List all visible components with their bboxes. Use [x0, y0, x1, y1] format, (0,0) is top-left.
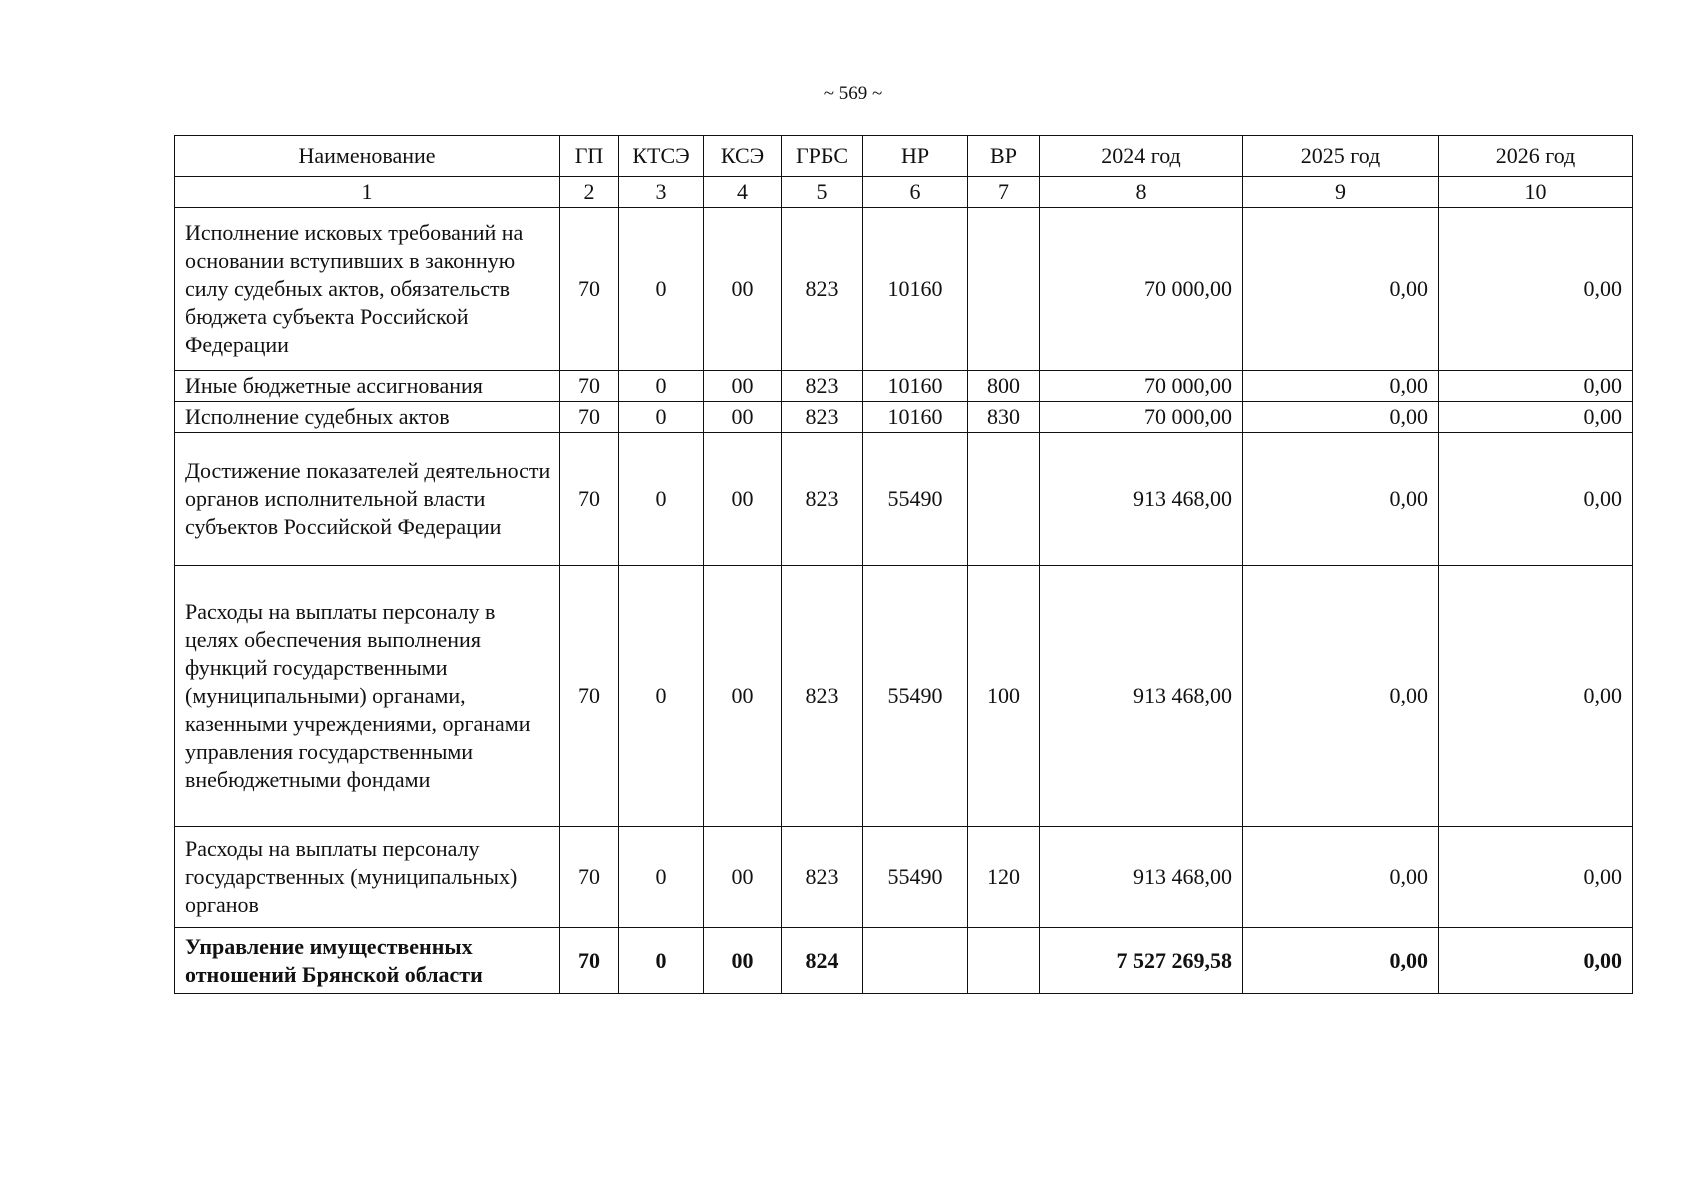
- table-row: [175, 566, 1633, 827]
- cell-ktse: 0: [619, 402, 704, 433]
- cell-nr: 55490: [863, 566, 968, 827]
- cell-grbs: 823: [782, 566, 863, 827]
- cell-kse: 00: [704, 433, 782, 566]
- cell-2025: 0,00: [1243, 371, 1439, 402]
- cell-grbs: 824: [782, 928, 863, 994]
- cell-grbs: 823: [782, 208, 863, 371]
- column-number: 7: [968, 177, 1040, 208]
- cell-2026: 0,00: [1439, 208, 1633, 371]
- cell-kse: 00: [704, 371, 782, 402]
- cell-kse: 00: [704, 566, 782, 827]
- cell-2024: 70 000,00: [1040, 402, 1243, 433]
- cell-2024: 7 527 269,58: [1040, 928, 1243, 994]
- cell-ktse: 0: [619, 371, 704, 402]
- table-row: [175, 928, 1633, 994]
- cell-2026: 0,00: [1439, 928, 1633, 994]
- cell-gp: 70: [560, 208, 619, 371]
- table-row: [175, 827, 1633, 928]
- cell-grbs: 823: [782, 402, 863, 433]
- cell-grbs: 823: [782, 433, 863, 566]
- cell-vr: 830: [968, 402, 1040, 433]
- header-cell-gp: ГП: [560, 136, 619, 177]
- cell-vr: [968, 208, 1040, 371]
- column-number: 5: [782, 177, 863, 208]
- row-name: Исполнение исковых требований на основании вступивших в законную силу судебных актов, обязательств бюджета субъекта Российской Федерации: [175, 208, 560, 371]
- cell-nr: [863, 928, 968, 994]
- cell-2026: 0,00: [1439, 402, 1633, 433]
- cell-2026: 0,00: [1439, 827, 1633, 928]
- header-cell-ktse: КТСЭ: [619, 136, 704, 177]
- header-cell-2024: 2024 год: [1040, 136, 1243, 177]
- cell-gp: 70: [560, 566, 619, 827]
- cell-2026: 0,00: [1439, 566, 1633, 827]
- cell-ktse: 0: [619, 208, 704, 371]
- header-cell-nr: НР: [863, 136, 968, 177]
- table-row: [175, 433, 1633, 566]
- column-number: 4: [704, 177, 782, 208]
- column-number-row: [175, 177, 1633, 208]
- cell-2026: 0,00: [1439, 371, 1633, 402]
- column-number: 9: [1243, 177, 1439, 208]
- cell-nr: 55490: [863, 827, 968, 928]
- header-cell-2026: 2026 год: [1439, 136, 1633, 177]
- cell-gp: 70: [560, 928, 619, 994]
- cell-2024: 70 000,00: [1040, 371, 1243, 402]
- column-number: 8: [1040, 177, 1243, 208]
- budget-table: [174, 135, 1633, 994]
- column-number: 3: [619, 177, 704, 208]
- cell-gp: 70: [560, 827, 619, 928]
- table-row: [175, 402, 1633, 433]
- cell-kse: 00: [704, 928, 782, 994]
- cell-grbs: 823: [782, 827, 863, 928]
- cell-nr: 55490: [863, 433, 968, 566]
- cell-2025: 0,00: [1243, 402, 1439, 433]
- cell-kse: 00: [704, 208, 782, 371]
- row-name: Иные бюджетные ассигнования: [175, 371, 560, 402]
- header-cell-vr: ВР: [968, 136, 1040, 177]
- header-row: [175, 136, 1633, 177]
- table-row: [175, 371, 1633, 402]
- cell-nr: 10160: [863, 402, 968, 433]
- cell-2024: 70 000,00: [1040, 208, 1243, 371]
- table-row: [175, 208, 1633, 371]
- column-number: 1: [175, 177, 560, 208]
- cell-kse: 00: [704, 827, 782, 928]
- column-number: 10: [1439, 177, 1633, 208]
- column-number: 6: [863, 177, 968, 208]
- cell-2025: 0,00: [1243, 566, 1439, 827]
- cell-2025: 0,00: [1243, 433, 1439, 566]
- cell-vr: [968, 928, 1040, 994]
- cell-gp: 70: [560, 402, 619, 433]
- cell-gp: 70: [560, 371, 619, 402]
- cell-vr: 800: [968, 371, 1040, 402]
- cell-2024: 913 468,00: [1040, 827, 1243, 928]
- cell-ktse: 0: [619, 827, 704, 928]
- cell-ktse: 0: [619, 566, 704, 827]
- row-name: Управление имущественных отношений Брянской области: [175, 928, 560, 994]
- row-name: Расходы на выплаты персоналу государственных (муниципальных) органов: [175, 827, 560, 928]
- header-cell-2025: 2025 год: [1243, 136, 1439, 177]
- cell-2025: 0,00: [1243, 827, 1439, 928]
- header-cell-grbs: ГРБС: [782, 136, 863, 177]
- cell-2025: 0,00: [1243, 208, 1439, 371]
- row-name: Исполнение судебных актов: [175, 402, 560, 433]
- row-name: Достижение показателей деятельности органов исполнительной власти субъектов Российской Федерации: [175, 433, 560, 566]
- cell-2024: 913 468,00: [1040, 433, 1243, 566]
- page-number: ~ 569 ~: [823, 83, 883, 104]
- column-number: 2: [560, 177, 619, 208]
- cell-2025: 0,00: [1243, 928, 1439, 994]
- cell-2026: 0,00: [1439, 433, 1633, 566]
- cell-nr: 10160: [863, 208, 968, 371]
- cell-vr: 100: [968, 566, 1040, 827]
- cell-ktse: 0: [619, 928, 704, 994]
- cell-vr: 120: [968, 827, 1040, 928]
- cell-grbs: 823: [782, 371, 863, 402]
- row-name: Расходы на выплаты персоналу в целях обеспечения выполнения функций государственными (муниципальными) органами, казенными учреждениями, органами управления государственными внебюджетными фондами: [175, 566, 560, 827]
- cell-gp: 70: [560, 433, 619, 566]
- cell-ktse: 0: [619, 433, 704, 566]
- cell-2024: 913 468,00: [1040, 566, 1243, 827]
- cell-vr: [968, 433, 1040, 566]
- cell-nr: 10160: [863, 371, 968, 402]
- cell-kse: 00: [704, 402, 782, 433]
- header-cell-kse: КСЭ: [704, 136, 782, 177]
- header-cell-name: Наименование: [175, 136, 560, 177]
